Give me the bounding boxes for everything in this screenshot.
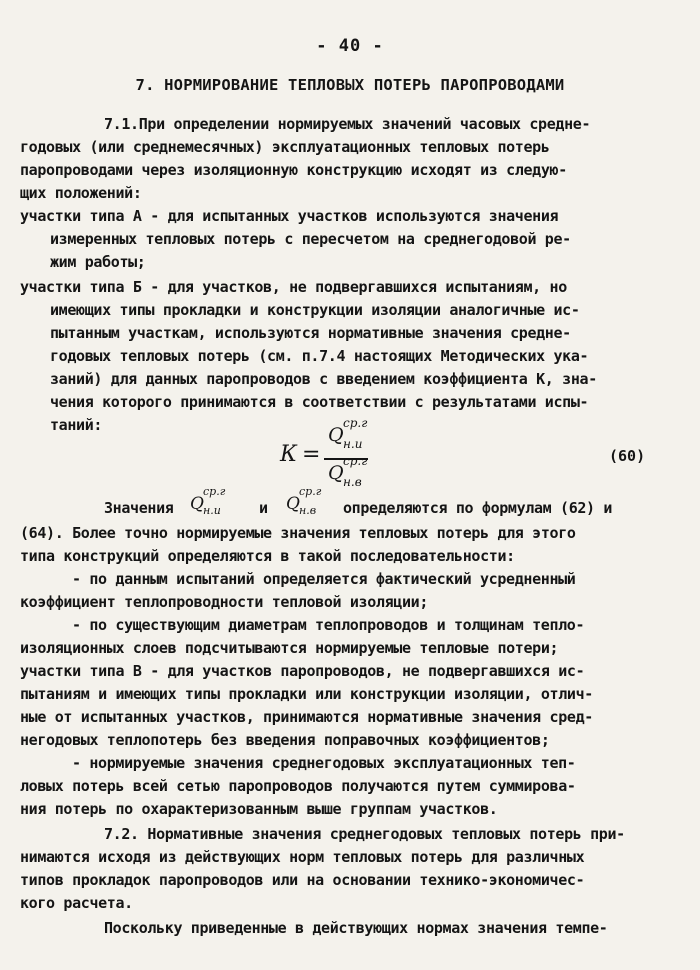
paragraph-line: коэффициент теплопроводности тепловой изоляции; <box>20 593 428 611</box>
paragraph-line: 7.2. Нормативные значения среднегодовых тепловых потерь при- <box>104 825 625 843</box>
paragraph-line: (64). Более точно нормируемые значения тепловых потерь для этого <box>20 524 576 542</box>
equation-number: (60) <box>609 447 646 465</box>
paragraph-line: заний) для данных паропроводов с введением коэффициента К, зна- <box>50 370 597 388</box>
paragraph-line: Поскольку приведенные в действующих нормах значения темпе- <box>104 919 608 937</box>
paragraph-line: Значения <box>104 499 174 517</box>
paragraph-line: 7.1.При определении нормируемых значений часовых средне- <box>104 115 591 133</box>
paragraph-line: таний: <box>50 416 103 434</box>
page-number: - 40 - <box>316 36 384 56</box>
paragraph-line: чения которого принимаются в соответствии с результатами испы- <box>50 393 589 411</box>
formula-equals: = <box>302 442 321 467</box>
formula-denominator: Q ср.г н.в <box>328 454 368 489</box>
paragraph-line: ловых потерь всей сетью паропроводов получаются путем суммирова- <box>20 777 576 795</box>
inline-q-normative: Q ср.г н.в <box>286 485 322 517</box>
inline-q-measured: Q ср.г н.и <box>190 485 226 517</box>
paragraph-line: годовых тепловых потерь (см. п.7.4 настоящих Методических ука- <box>50 347 589 365</box>
formula-numerator: Q ср.г н.и <box>328 416 368 451</box>
paragraph-line: участки типа В - для участков паропроводов, не подвергавшихся ис- <box>20 662 585 680</box>
paragraph-line: щих положений: <box>20 184 142 202</box>
paragraph-line: типа конструкций определяются в такой последовательности: <box>20 547 515 565</box>
paragraph-line: участки типа А - для испытанных участков используются значения <box>20 207 559 225</box>
paragraph-line: - по данным испытаний определяется фактический усредненный <box>72 570 576 588</box>
paragraph-line: имеющих типы прокладки и конструкции изоляции аналогичные ис- <box>50 301 580 319</box>
paragraph-line: измеренных тепловых потерь с пересчетом на среднегодовой ре- <box>50 230 571 248</box>
paragraph-line: жим работы; <box>50 253 146 271</box>
paragraph-line: - нормируемые значения среднегодовых эксплуатационных теп- <box>72 754 576 772</box>
paragraph-line: и <box>259 499 268 517</box>
paragraph-line: кого расчета. <box>20 894 133 912</box>
paragraph-line: - по существующим диаметрам теплопроводов и толщинам тепло- <box>72 616 585 634</box>
section-title: 7. НОРМИРОВАНИЕ ТЕПЛОВЫХ ПОТЕРЬ ПАРОПРОВОДАМИ <box>135 76 565 94</box>
paragraph-line: ные от испытанных участков, принимаются нормативные значения сред- <box>20 708 593 726</box>
formula-60 <box>280 416 410 494</box>
paragraph-line: типов прокладок паропроводов или на основании технико-экономичес- <box>20 871 585 889</box>
paragraph-line: изоляционных слоев подсчитываются нормируемые тепловые потери; <box>20 639 559 657</box>
paragraph-line: нимаются исходя из действующих норм тепловых потерь для различных <box>20 848 585 866</box>
paragraph-line: пытаниям и имеющих типы прокладки или конструкции изоляции, отлич- <box>20 685 593 703</box>
paragraph-line: определяются по формулам (62) и <box>343 499 613 517</box>
paragraph-line: ния потерь по охарактеризованным выше группам участков. <box>20 800 498 818</box>
formula-lhs: К <box>280 442 298 467</box>
paragraph-line: пытанным участкам, используются нормативные значения средне- <box>50 324 571 342</box>
paragraph-line: негодовых теплопотерь без введения поправочных коэффициентов; <box>20 731 550 749</box>
paragraph-line: годовых (или среднемесячных) эксплуатационных тепловых потерь <box>20 138 550 156</box>
paragraph-line: паропроводами через изоляционную конструкцию исходят из следую- <box>20 161 567 179</box>
paragraph-line: участки типа Б - для участков, не подвергавшихся испытаниям, но <box>20 278 567 296</box>
